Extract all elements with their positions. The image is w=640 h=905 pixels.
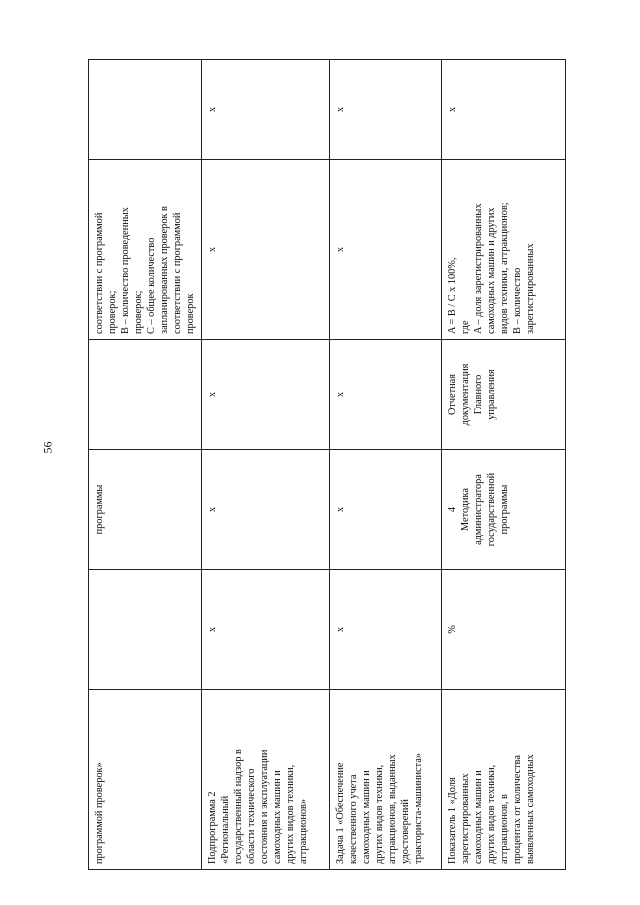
cell-source: x [202,340,330,450]
cell-source [89,340,202,450]
rotated-table-wrapper [88,60,564,870]
table-row [89,60,202,870]
cell-formula: x [202,160,330,340]
cell-other: x [202,60,330,160]
cell-indicator-name: Показатель 1 «Доля зарегистрированных самоходных машин и других видов техники, аттракционов, в процентах от количества выявленных самоходных [442,690,566,870]
cell-other: x [330,60,442,160]
cell-unit: x [330,570,442,690]
cell-unit: x [202,570,330,690]
table-row [330,60,442,870]
cell-unit: % [442,570,566,690]
cell-method: x [330,450,442,570]
cell-method: 4 Методика администратора государственной программы [442,450,566,570]
cell-other [89,60,202,160]
cell-indicator-name: программой проверок» [89,690,202,870]
cell-source: Отчетная документация Главного управления [442,340,566,450]
cell-method: программы [89,450,202,570]
table-row [442,60,566,870]
cell-source: x [330,340,442,450]
cell-indicator-name: Подпрограмма 2 «Региональный государственный надзор в области технического состояния и эксплуатации самоходных машин и других видов техники, аттракционов» [202,690,330,870]
page-number: 56 [40,441,55,454]
cell-method: x [202,450,330,570]
cell-formula: x [330,160,442,340]
cell-indicator-name: Задача 1 «Обеспечение качественного учета самоходных машин и других видов техники, аттракционов, выданных удостоверений тракториста-машиниста» [330,690,442,870]
cell-formula: A = B / C x 100%, где A – доля зарегистрированных самоходных машин и других видов техники, аттракционов; B – количество зарегистрированных [442,160,566,340]
cell-formula: соответствии с программой проверок; B – количество проведенных проверок; C – общее количество запланированных проверок в соответствии с программой проверок [89,160,202,340]
cell-unit [89,570,202,690]
cell-other: x [442,60,566,160]
indicators-table [88,59,566,870]
table-row [202,60,330,870]
